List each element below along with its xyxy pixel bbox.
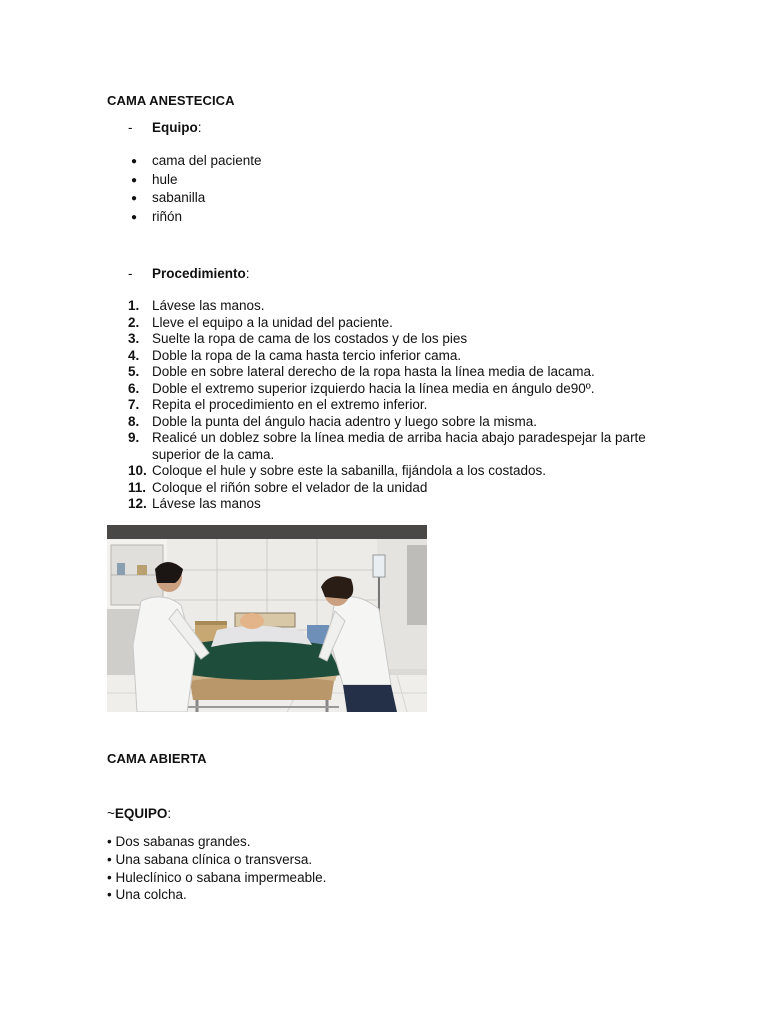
step-item: 2. Lleve el equipo a la unidad del paciente. — [128, 314, 393, 330]
step-item: 4. Doble la ropa de la cama hasta tercio inferior cama. — [128, 347, 462, 363]
equipo-label-2: EQUIPO — [114, 806, 168, 821]
bullet-icon: ● — [131, 211, 138, 223]
procedure-steps — [128, 298, 688, 513]
section-title-cama-anestecica: CAMA ANESTECICA — [107, 93, 235, 108]
equipo-colon: : — [197, 120, 202, 135]
list-item: • Una sabana clínica o transversa. — [107, 851, 313, 867]
step-item: 12. Lávese las manos — [128, 496, 261, 511]
bullet-icon: ● — [131, 193, 138, 204]
step-item: 6. Doble el extremo superior izquierdo hacia la línea media en ángulo de90º. — [128, 380, 595, 396]
photo-nurses-making-bed — [107, 525, 427, 712]
step-item: 1. Lávese las manos. — [128, 298, 265, 313]
section-title-cama-abierta: CAMA ABIERTA — [107, 751, 207, 766]
equipo-colon-2: : — [167, 806, 172, 821]
bullet-icon: ● — [131, 174, 138, 186]
equipo-heading-2 — [107, 806, 171, 821]
step-item: 10. Coloque el hule y sobre este la sabanilla, fijándola a los costados. — [128, 463, 546, 478]
list-item: ● hule — [131, 171, 262, 190]
procedimiento-label: Procedimiento — [152, 266, 246, 281]
list-item: ● cama del paciente — [131, 152, 262, 171]
equipo-list — [131, 152, 262, 226]
equipo-heading — [128, 120, 202, 135]
step-item: 5. Doble en sobre lateral derecho de la ropa hasta la línea media de lacama. — [128, 364, 595, 379]
equipo-list-2 — [107, 833, 326, 904]
tilde-marker: ~ — [107, 806, 115, 821]
step-item: 7. Repita el procedimiento en el extremo inferior. — [128, 397, 428, 412]
step-item: 11. Coloque el riñón sobre el velador de la unidad — [128, 479, 428, 495]
list-item: ● riñón — [131, 208, 262, 227]
list-item: • Dos sabanas grandes. — [107, 834, 251, 849]
equipo-label: Equipo — [152, 120, 198, 135]
step-item: 3. Suelte la ropa de cama de los costados y de los pies — [128, 331, 468, 346]
list-item: ● sabanilla — [131, 189, 262, 208]
step-item: 8. Doble la punta del ángulo hacia adentro y luego sobre la misma. — [128, 413, 537, 429]
list-item: • Huleclínico o sabana impermeable. — [107, 869, 327, 885]
dash-marker: - — [128, 266, 133, 281]
procedimiento-heading — [128, 266, 250, 281]
list-item: • Una colcha. — [107, 887, 187, 903]
dash-marker: - — [128, 120, 133, 135]
step-item: 9. Realicé un doblez sobre la línea media de arriba hacia abajo paradespejar la parte superior de la cama. — [128, 430, 646, 462]
bullet-icon: ● — [131, 156, 138, 167]
procedimiento-colon: : — [245, 266, 250, 281]
